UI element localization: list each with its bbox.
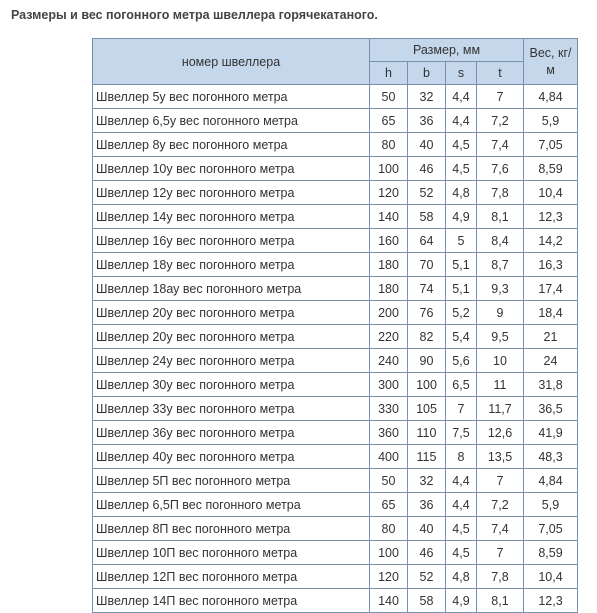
cell-weight: 18,4 [524,301,578,325]
cell-s: 4,4 [446,469,477,493]
cell-weight: 10,4 [524,565,578,589]
cell-name: Швеллер 6,5у вес погонного метра [93,109,370,133]
cell-s: 6,5 [446,373,477,397]
cell-name: Швеллер 12у вес погонного метра [93,181,370,205]
cell-b: 32 [408,85,446,109]
cell-name: Швеллер 5П вес погонного метра [93,469,370,493]
table-row [93,181,578,205]
cell-name: Швеллер 14у вес погонного метра [93,205,370,229]
cell-h: 360 [370,421,408,445]
cell-t: 11,7 [477,397,524,421]
cell-h: 65 [370,109,408,133]
cell-name: Швеллер 8у вес погонного метра [93,133,370,157]
cell-name: Швеллер 14П вес погонного метра [93,589,370,613]
table-row [93,277,578,301]
cell-s: 7 [446,397,477,421]
cell-h: 65 [370,493,408,517]
cell-s: 7,5 [446,421,477,445]
table-row [93,397,578,421]
cell-name: Швеллер 24у вес погонного метра [93,349,370,373]
cell-t: 7,4 [477,133,524,157]
cell-s: 4,4 [446,493,477,517]
table-body [93,85,578,613]
table-row [93,541,578,565]
cell-b: 40 [408,133,446,157]
table-row [93,157,578,181]
channel-weight-table [92,38,578,613]
cell-t: 12,6 [477,421,524,445]
cell-name: Швеллер 20у вес погонного метра [93,325,370,349]
cell-weight: 41,9 [524,421,578,445]
cell-name: Швеллер 20у вес погонного метра [93,301,370,325]
cell-s: 4,4 [446,85,477,109]
table-row [93,373,578,397]
cell-t: 9,5 [477,325,524,349]
cell-t: 7,4 [477,517,524,541]
cell-name: Швеллер 10П вес погонного метра [93,541,370,565]
cell-b: 58 [408,589,446,613]
cell-b: 58 [408,205,446,229]
table-header-row [93,39,578,62]
cell-name: Швеллер 40у вес погонного метра [93,445,370,469]
cell-b: 36 [408,109,446,133]
cell-b: 76 [408,301,446,325]
cell-t: 10 [477,349,524,373]
cell-name: Швеллер 12П вес погонного метра [93,565,370,589]
header-weight-line1: Вес, кг/ [529,45,572,60]
header-t: t [477,62,524,85]
header-size: Размер, мм [370,39,524,62]
cell-name: Швеллер 30у вес погонного метра [93,373,370,397]
cell-name: Швеллер 18у вес погонного метра [93,253,370,277]
cell-t: 7 [477,469,524,493]
cell-name: Швеллер 10у вес погонного метра [93,157,370,181]
cell-weight: 16,3 [524,253,578,277]
cell-b: 64 [408,229,446,253]
cell-h: 140 [370,589,408,613]
cell-s: 5,1 [446,253,477,277]
table-row [93,253,578,277]
cell-t: 7,8 [477,565,524,589]
cell-s: 4,5 [446,157,477,181]
table-row [93,229,578,253]
cell-h: 400 [370,445,408,469]
cell-weight: 10,4 [524,181,578,205]
cell-h: 120 [370,565,408,589]
cell-weight: 7,05 [524,133,578,157]
cell-weight: 5,9 [524,109,578,133]
header-b: b [408,62,446,85]
cell-s: 4,9 [446,205,477,229]
cell-t: 9 [477,301,524,325]
cell-s: 4,8 [446,565,477,589]
header-s: s [446,62,477,85]
cell-t: 7,2 [477,109,524,133]
cell-s: 4,4 [446,109,477,133]
cell-h: 240 [370,349,408,373]
header-weight [524,39,578,85]
cell-weight: 24 [524,349,578,373]
cell-h: 100 [370,157,408,181]
table-row [93,565,578,589]
table-row [93,109,578,133]
cell-s: 8 [446,445,477,469]
table-row [93,325,578,349]
cell-name: Швеллер 33у вес погонного метра [93,397,370,421]
cell-b: 46 [408,157,446,181]
cell-s: 5,6 [446,349,477,373]
cell-s: 5,4 [446,325,477,349]
cell-t: 7,6 [477,157,524,181]
cell-b: 40 [408,517,446,541]
cell-b: 110 [408,421,446,445]
cell-name: Швеллер 18ау вес погонного метра [93,277,370,301]
cell-name: Швеллер 5у вес погонного метра [93,85,370,109]
cell-t: 8,1 [477,589,524,613]
cell-h: 220 [370,325,408,349]
cell-b: 74 [408,277,446,301]
cell-h: 160 [370,229,408,253]
table-row [93,301,578,325]
cell-b: 46 [408,541,446,565]
cell-s: 4,5 [446,133,477,157]
cell-t: 8,7 [477,253,524,277]
cell-weight: 48,3 [524,445,578,469]
cell-name: Швеллер 36у вес погонного метра [93,421,370,445]
table-row [93,469,578,493]
cell-t: 7,8 [477,181,524,205]
cell-t: 8,4 [477,229,524,253]
cell-h: 50 [370,469,408,493]
cell-h: 200 [370,301,408,325]
header-channel-number: номер швеллера [93,39,370,85]
cell-name: Швеллер 8П вес погонного метра [93,517,370,541]
channel-weight-table-container [92,38,578,613]
cell-h: 140 [370,205,408,229]
cell-t: 7,2 [477,493,524,517]
cell-h: 80 [370,517,408,541]
cell-b: 32 [408,469,446,493]
table-row [93,589,578,613]
table-row [93,421,578,445]
cell-weight: 36,5 [524,397,578,421]
cell-h: 180 [370,277,408,301]
cell-s: 4,8 [446,181,477,205]
cell-weight: 7,05 [524,517,578,541]
cell-weight: 21 [524,325,578,349]
cell-s: 4,5 [446,517,477,541]
cell-weight: 14,2 [524,229,578,253]
cell-weight: 8,59 [524,157,578,181]
cell-h: 180 [370,253,408,277]
cell-t: 7 [477,541,524,565]
cell-h: 120 [370,181,408,205]
table-row [93,493,578,517]
cell-s: 5 [446,229,477,253]
table-row [93,85,578,109]
cell-s: 5,1 [446,277,477,301]
cell-weight: 4,84 [524,469,578,493]
header-weight-line2: м [546,62,555,77]
cell-weight: 17,4 [524,277,578,301]
cell-h: 330 [370,397,408,421]
cell-weight: 5,9 [524,493,578,517]
cell-b: 115 [408,445,446,469]
cell-b: 82 [408,325,446,349]
cell-s: 5,2 [446,301,477,325]
cell-name: Швеллер 16у вес погонного метра [93,229,370,253]
cell-weight: 8,59 [524,541,578,565]
cell-t: 13,5 [477,445,524,469]
cell-h: 100 [370,541,408,565]
cell-b: 90 [408,349,446,373]
header-h: h [370,62,408,85]
cell-t: 8,1 [477,205,524,229]
page-title: Размеры и вес погонного метра швеллера горячекатаного. [11,8,378,22]
cell-h: 50 [370,85,408,109]
cell-b: 52 [408,565,446,589]
cell-b: 36 [408,493,446,517]
table-row [93,445,578,469]
cell-weight: 12,3 [524,589,578,613]
cell-b: 70 [408,253,446,277]
table-row [93,349,578,373]
cell-t: 7 [477,85,524,109]
cell-b: 100 [408,373,446,397]
cell-weight: 4,84 [524,85,578,109]
cell-h: 300 [370,373,408,397]
cell-s: 4,9 [446,589,477,613]
cell-s: 4,5 [446,541,477,565]
cell-name: Швеллер 6,5П вес погонного метра [93,493,370,517]
cell-weight: 31,8 [524,373,578,397]
cell-weight: 12,3 [524,205,578,229]
cell-b: 52 [408,181,446,205]
cell-h: 80 [370,133,408,157]
table-row [93,133,578,157]
cell-t: 11 [477,373,524,397]
cell-t: 9,3 [477,277,524,301]
cell-b: 105 [408,397,446,421]
table-row [93,517,578,541]
table-row [93,205,578,229]
